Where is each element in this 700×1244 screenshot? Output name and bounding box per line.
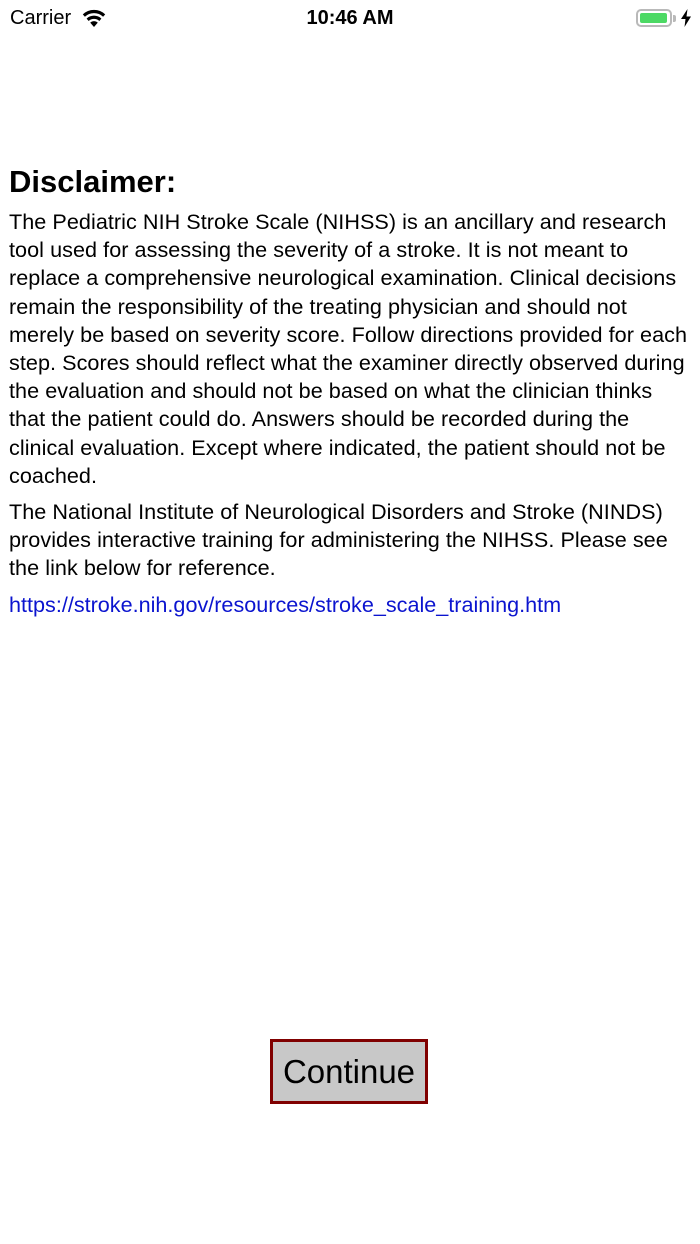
battery-group (636, 7, 692, 29)
battery-cap (673, 15, 676, 22)
training-paragraph: The National Institute of Neurological Disorders and Stroke (NINDS) provides interactive training for administering the NIHSS. Please see the link below for reference. (9, 499, 668, 581)
charging-bolt-icon (680, 9, 692, 27)
training-link[interactable]: https://stroke.nih.gov/resources/stroke_scale_training.htm (9, 591, 562, 617)
carrier-label: Carrier (10, 7, 72, 29)
disclaimer-heading: Disclaimer: (9, 164, 177, 199)
continue-button[interactable]: Continue (270, 1039, 428, 1104)
battery-icon (636, 9, 672, 27)
disclaimer-paragraph: The Pediatric NIH Stroke Scale (NIHSS) is an ancillary and research tool used for assessing the severity of a stroke. It is not meant to replace a comprehensive neurological examination. Clinical decisions remain the responsibility of the treating physician and should not merely be based on severity score. Follow directions provided for each step. Scores should reflect what the examiner directly observed during the evaluation and should not be based on what the clinician thinks that the patient could do. Answers should be recorded during the clinical evaluation. Except where indicated, the patient should not be coached. (9, 209, 688, 488)
status-time: 10:46 AM (306, 7, 394, 29)
status-bar (0, 0, 700, 40)
battery-level-fill (640, 13, 667, 23)
disclaimer-section (9, 162, 691, 619)
